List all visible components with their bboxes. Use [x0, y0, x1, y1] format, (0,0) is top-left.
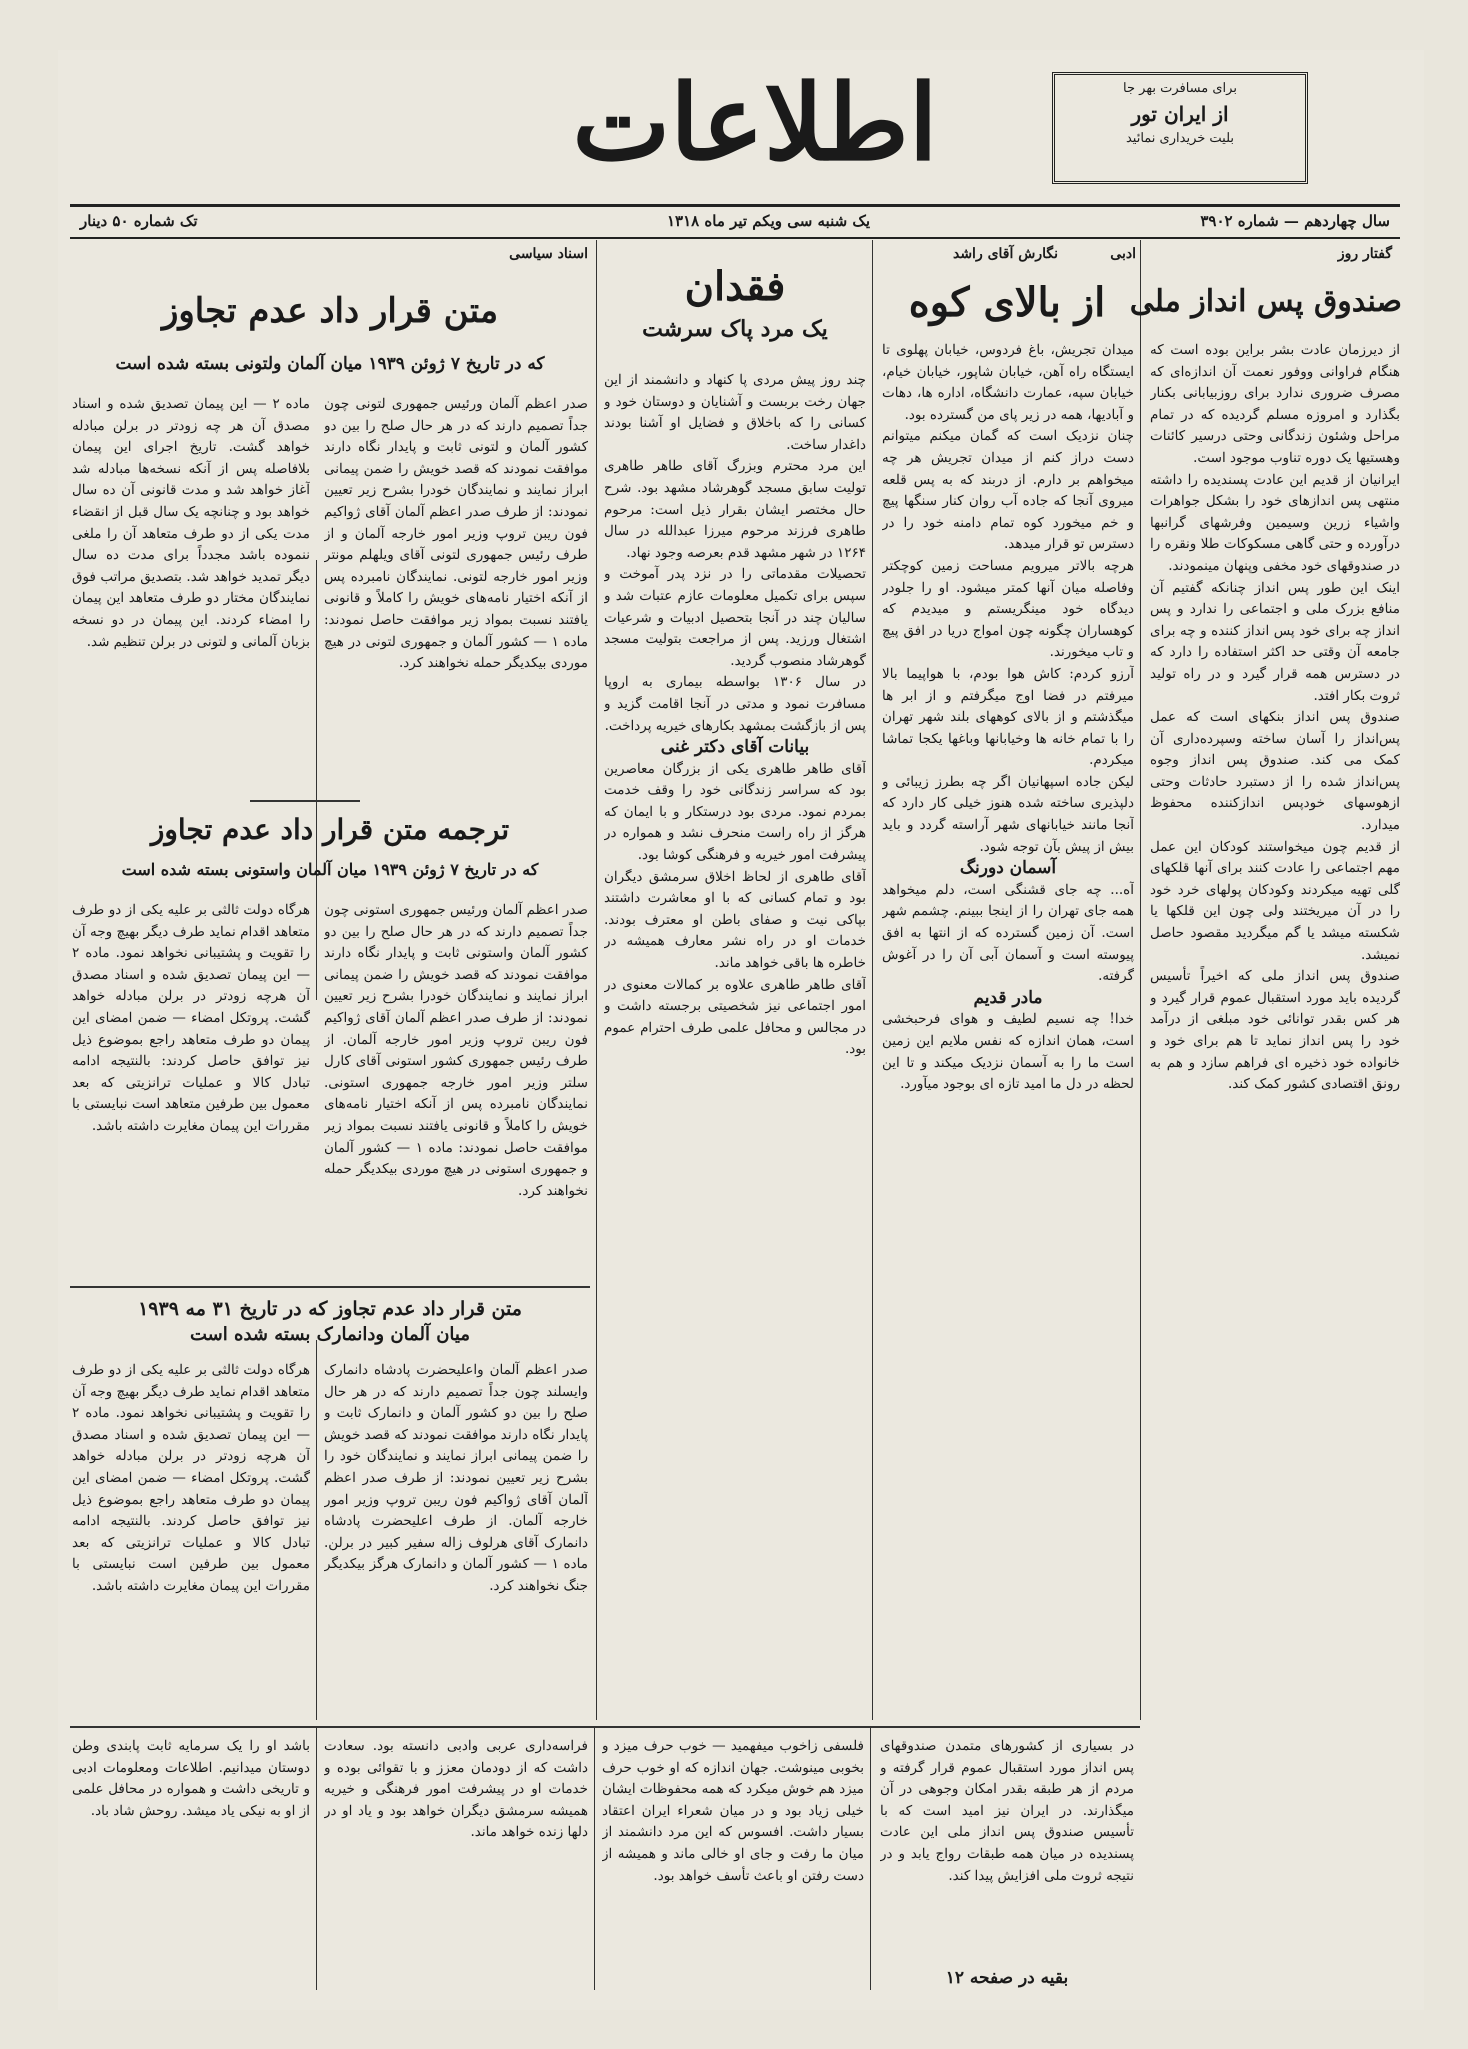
divider: [250, 800, 360, 802]
treaty-text-left: ماده ۲ — این پیمان تصدیق شده و اسناد مصدق آن هر چه زودتر در برلن مبادله خواهد گشت. تاریخ اجرای این پیمان بلافاصله پس از آنکه نسخه‌ها مبادله شد آغاز خواهد شد و مدت قانونی آن ده سال خواهد بود و چنانچه یک سال قبل از انقضاء مدت یکی از دو طرف متعاهد آن را ملغی ننموده باشد مجدداً برای مدت ده سال دیگر تمدید خواهد شد. بتصدیق مراتب فوق نمایندگان مختار دو طرف متعاهد این پیمان را امضاء کردند. این پیمان در دو نسخه بزبان آلمانی و لتونی در برلن تنظیم شد.: [72, 396, 310, 650]
column-rule: [870, 1728, 871, 1990]
treaty-title: متن قرار داد عدم تجاوز: [161, 291, 499, 331]
paragraph: آقای طاهری از لحاظ اخلاق سرمشق دیگران بود و تمام کسانی که با او معاشرت داشتند بپاکی نیت و صفای باطن او معترف بودند. خدمات او در راه نشر معارف همیشه در خاطره ها باقی خواهد ماند.: [604, 868, 866, 972]
treaty-text-right: صدر اعظم آلمان واعلیحضرت پادشاه دانمارک وایسلند چون جداً تصمیم دارند که در هر حال صلح را بین دو کشور آلمان و دانمارک ثابت و پایدار نگاه دارند موافقت نمودند که قصد خویش را ضمن پیمانی ابراز نمایند و نمایندگان خود را بشرح زیر تعیین نمودند: از طرف صدر اعظم آلمان آقای ژواکیم فون ریبن تروپ وزیر امور خارجه آلمان. از طرف اعلیحضرت پادشاه دانمارک آقای هرلوف زاله سفیر کبیر در برلن. ماده ۱ — کشور آلمان و دانمارک هرگز بیکدیگر جنگ نخواهند کرد.: [324, 1362, 588, 1594]
article-body: در بسیاری از کشورهای متمدن صندوقهای پس انداز مورد استقبال عموم قرار گرفته و مردم از هر طبقه بقدر امکان وجوهی در آن میگذارند. در ایران نیز امید است که با تأسیس صندوق پس انداز ملی این عادت پسندیده در میان همه طبقات رواج یابد و در نتیجه ثروت ملی افزایش پیدا کند.: [880, 1738, 1134, 1884]
article-body: فلسفی زاخوب میفهمید — خوب حرف میزد و بخوبی مینوشت. جهان اندازه که او خوب حرف میزد هم خوش میکرد که همه محفوظات ایشان خیلی زیاد بود و در میان شعراء ایران اعتقاد بسیار داشت. افسوس که این مرد دانشمند از میان ما رفت و جای او خالی ماند و همیشه از دست رفتن او باعث تأسف خواهد بود.: [602, 1738, 864, 1884]
divider: [70, 1286, 590, 1288]
subheading: مادر قدیم: [973, 987, 1043, 1008]
column-rule: [596, 240, 597, 1720]
byline: نگارش آقای راشد: [952, 246, 1058, 262]
ad-line-1: برای مسافرت بهر جا: [1123, 81, 1237, 96]
paragraph: صندوق پس انداز بنکهای است که عمل پس‌انداز را آسان ساخته وسپرده‌داری آن کمک می کند. صندوق پس انداز وجوه پس‌انداز شده را از دستبرد حادثات وحتی ازهوسهای خودپس اندازکننده محفوظ میدارد.: [1150, 709, 1400, 834]
article-subtitle: یک مرد پاک سرشت: [642, 316, 828, 342]
bottom-divider: [70, 1726, 1140, 1728]
subheading: آسمان دورنگ: [959, 858, 1057, 879]
article-body: [604, 370, 866, 1710]
ad-line-3: بلیت خریداری نمائید: [1125, 131, 1235, 146]
column-rule: [872, 240, 873, 1720]
article-body: باشد او را یک سرمایه ثابت پابندی وطن دوستان میدانیم. اطلاعات ومعلومات ادبی و تاریخی داشت و همواره در محافل علمی از او به نیکی یاد میشد. روحش شاد باد.: [72, 1738, 310, 1819]
treaty-subtitle: که در تاریخ ۷ ژوئن ۱۹۳۹ میان آلمان واستونی بسته شده است: [121, 860, 539, 879]
paragraph: در سال ۱۳۰۶ بواسطه بیماری به اروپا مسافرت نمود و مدتی در آنجا اقامت گزید و پس از بازگشت بمشهد بکارهای خیریه پرداخت.: [604, 674, 866, 734]
treaty-text-left: هرگاه دولت ثالثی بر علیه یکی از دو طرف متعاهد اقدام نماید طرف دیگر بهیچ وجه آن را تقویت و پشتیبانی نخواهد نمود. ماده ۲ — این پیمان تصدیق شده و اسناد مصدق آن هرچه زودتر در برلن مبادله خواهد گشت. پروتکل امضاء — ضمن امضای این پیمان دو طرف متعاهد راجع بموضوع ذیل نیز توافق حاصل کردند. بالنتیجه ادامه تبادل کالا و عملیات ترانزیتی که بعد معمول بین طرفین است نبایستی با مقررات این پیمان مغایرت داشته باشد.: [72, 1362, 310, 1594]
treaty-subtitle: که در تاریخ ۷ ژوئن ۱۹۳۹ میان آلمان ولتونی بسته شده است: [115, 354, 545, 374]
section-label: اسناد سیاسی: [509, 246, 588, 262]
article-body: [1150, 340, 1400, 1710]
article-title: صندوق پس انداز ملی: [1129, 284, 1402, 319]
paragraph: این مرد محترم وبزرگ آقای طاهر طاهری تولیت سابق مسجد گوهرشاد مشهد بود. شرح حال مختصر ایشان بقرار ذیل است: مرحوم طاهری فرزند مرحوم میرزا عبدالله در سال ۱۲۶۴ در شهر مشهد قدم بعرصه وجود نهاد.: [604, 458, 866, 561]
paragraph: لیکن جاده اسپهانیان اگر چه بطرز زیبائی و دلپذیری ساخته شده هنوز خیلی کار دارد که آنجا مانند خیابانهای شهر آراسته گردد و باید بیش از پیش بآن توجه شود.: [882, 773, 1134, 855]
paragraph: هرچه بالاتر میرویم مساحت زمین کوچکتر وفاصله میان آنها کمتر میشود. او را جلودر دیدگاه خود مینگریستم و میدیدم که کوهساران چگونه چون امواج دریا در افق پیچ و تاب میخورند.: [882, 557, 1134, 661]
issue-price: تک شماره ۵۰ دینار: [80, 212, 198, 230]
paragraph: چنان نزدیک است که گمان میکنم میتوانم دست دراز کنم از میدان تجریش هر چه میخواهم بر دارم. از دربند که به پس قلعه میروی آنجا که جاده آب روان کنار سنگها پیچ و خم میخورد کوه تمام دامنه خود را در دسترس تو قرار میدهد.: [882, 428, 1134, 553]
subheading: بیانات آقای دکتر غنی: [660, 737, 810, 758]
newspaper-title: اطلاعات: [572, 61, 938, 184]
treaty-text-left: هرگاه دولت ثالثی بر علیه یکی از دو طرف متعاهد اقدام نماید طرف دیگر بهیچ وجه آن را تقویت و پشتیبانی نخواهد نمود. ماده ۲ — این پیمان تصدیق شده و اسناد مصدق آن هرچه زودتر در برلن مبادله خواهد گشت. پروتکل امضاء — ضمن امضای این پیمان دو طرف متعاهد راجع بموضوع ذیل نیز توافق حاصل کردند: بالنتیجه ادامه تبادل کالا و عملیات ترانزیتی که بعد معمول بین طرفین متعاهد است نبایستی با مقررات این پیمان مغایرت داشته باشد.: [72, 902, 310, 1134]
treaty-subtitle: میان آلمان ودانمارک بسته شده است: [190, 1324, 470, 1345]
section-label: گفتار روز: [1337, 246, 1392, 262]
paragraph: اینک این طور پس انداز چنانکه گفتیم آن منافع بزرک ملی و اجتماعی را ندارد و پس انداز چه برای خود پس انداز کننده و چه برای جامعه آن وقتی حد اکثر استفاده را دارد که در دسترس همه قرار گیرد و در راه تولید ثروت بکار افتد.: [1150, 579, 1400, 704]
article-title: فقدان: [684, 263, 786, 310]
column-rule: [594, 1728, 595, 1990]
dateline: [70, 204, 1400, 239]
paragraph: از قدیم چون میخواستند کودکان این عمل مهم اجتماعی را عادت کنند برای آنها قلکهای گلی تهیه میکردند وکودکان پولهای خرد خود را در آن میریختند ولی چون این قلکها یا شکسته میشد یا گم میگردید مقصود حاصل نمیشد.: [1150, 838, 1400, 963]
treaty-text-right: صدر اعظم آلمان ورئیس جمهوری لتونی چون جداً تصمیم دارند که در هر حال صلح را بین دو کشور آلمان و لتونی ثابت و پایدار نگاه دارند موافقت نمودند که قصد خویش را ضمن پیمانی ابراز نمایند و نمایندگان خودرا بشرح زیر تعیین نمودند: از طرف صدر اعظم آلمان آقای ژواکیم فون ریبن تروپ وزیر امور خارجه آلمان و از طرف رئیس جمهوری لتونی آقای ویلهلم مونتر وزیر امور خارجه لتونی. نمایندگان نامبرده پس از آنکه اختیار نامه‌های خویش را کاملاً و قانونی یافتند نسبت بمواد زیر موافقت حاصل نمودند: ماده ۱ — کشور آلمان و جمهوری لتونی در هیچ موردی بیکدیگر حمله نخواهند کرد.: [324, 396, 588, 672]
column-rule: [316, 1728, 317, 1990]
section-label: ادبی: [1110, 246, 1136, 262]
continued-note: بقیه در صفحه ۱۲: [945, 1968, 1069, 1988]
paragraph: آرزو کردم: کاش هوا بودم، با هواپیما بالا میرفتم در فضا اوج میگرفتم و از ابر ها میگذشتم و از بالای کوههای بلند شهر تهران را با تمام خانه ها وخیابانها وباغها یکجا تماشا میکردم.: [882, 665, 1134, 769]
column-rule: [316, 560, 317, 1000]
paragraph: از دیرزمان عادت بشر براین بوده است که هنگام فراوانی ووفور نعمت آن اندازه‌ای که مصرف ضروری ندارد برای روزبیابانی بکنار بگذارد و امروزه مسلم گردیده که در تمام مراحل وشئون زندگانی وحتی درسیر کائنات وهستیها یک دوره تناوب موجود است.: [1150, 342, 1400, 466]
treaty-text-right: صدر اعظم آلمان ورئیس جمهوری استونی چون جداً تصمیم دارند که در هر حال صلح را بین دو کشور آلمان واستونی ثابت و پایدار نگاه دارند موافقت نمودند که قصد خویش را ضمن پیمانی ابراز نمایند و نمایندگان خودرا بشرح زیر تعیین نمودند: از طرف صدر اعظم آلمان آقای ژواکیم فون ریبن تروپ وزیر امور خارجه آلمان. از طرف رئیس جمهوری کشور استونی آقای کارل سلتر وزیر امور خارجه جمهوری استونی. نمایندگان نامبرده پس از آنکه اختیار نامه‌های خویش را کاملاً و قانونی یافتند نسبت بمواد زیر موافقت حاصل نمودند: ماده ۱ — کشور آلمان و جمهوری استونی در هیچ موردی بیکدیگر حمله نخواهند کرد.: [324, 902, 588, 1199]
paragraph: خدا! چه نسیم لطیف و هوای فرحبخشی است، همان اندازه که نفس ملایم این زمین است ما را به آسمان نزدیک میکند و تا این لحظه در دل ما امید تازه ای بوجود میآورد.: [882, 1011, 1134, 1093]
column-rule: [1140, 240, 1141, 1720]
treaty-title: ترجمه متن قرار داد عدم تجاوز: [150, 813, 510, 846]
issue-date: یک شنبه سی ویکم تیر ماه ۱۳۱۸: [666, 212, 870, 230]
paragraph: صندوق پس انداز ملی که اخیراً تأسیس گردیده باید مورد استقبال عموم قرار گیرد و هر کس بقدر توانائی خود مبلغی از درآمد خود را پس انداز نماید تا هم برای خود و خانواده خود ذخیره ای فراهم سازد و هم به رونق اقتصادی کشور کمک کند.: [1150, 968, 1400, 1093]
paragraph: چند روز پیش مردی پا کنهاد و دانشمند از این جهان رخت بربست و آشنایان و دوستان خود و کسانی را که باخلاق و فضایل او آشنا بودند داغدار ساخت.: [604, 372, 866, 453]
paragraph: ایرانیان از قدیم این عادت پسندیده را داشته منتهی پس اندازهای خود را بشکل جواهرات واشیاء زرین وسیمین وفرشهای گرانبها درآورده و حتی گاهی مسکوکات طلا ونقره را در صندوقهای خود مخفی وپنهان مینمودند.: [1150, 471, 1400, 574]
paragraph: آقای طاهر طاهری یکی از بزرگان معاصرین بود که سراسر زندگانی خود را وقف خدمت بمردم نمود. مردی بود درستکار و با ایمان که هرگز از راه راست منحرف نشد و همواره در پیشرفت امور خیریه و فرهنگی کوشا بود.: [604, 760, 866, 864]
paragraph: تحصیلات مقدماتی را در نزد پدر آموخت و سپس برای تکمیل معلومات عازم عتبات شد و سالیان چند در آنجا بتحصیل ادبیات و شرعیات اشتغال ورزید. پس از مراجعت بتولیت مسجد گوهرشاد منصوب گردید.: [604, 566, 866, 669]
column-rule: [316, 1340, 317, 1720]
ad-box: [1052, 72, 1308, 184]
paragraph: آقای طاهر طاهری علاوه بر کمالات معنوی در امور اجتماعی نیز شخصیتی برجسته داشت و در مجالس و محافل علمی طرف احترام عموم بود.: [604, 976, 866, 1058]
paragraph: میدان تجریش، باغ فردوس، خیابان پهلوی تا ایستگاه راه آهن، خیابان شاپور، خیابان خیام، خیابان سپه، عمارت دانشگاه، اداره ها، دهات و آبادیها، همه در زیر پای من گسترده بود.: [882, 342, 1134, 423]
treaty-title: متن قرار داد عدم تجاوز که در تاریخ ۳۱ مه ۱۹۳۹: [138, 1298, 522, 1320]
article-body: فراسه‌داری عربی وادبی دانسته بود. سعادت داشت که از دودمان معزز و با تقوائی بوده و خدمات او در پیشرفت امور فرهنگی و خیریه همیشه سرمشق دیگران خواهد بود و یاد او در دلها زنده خواهد ماند.: [324, 1738, 588, 1841]
ad-line-2: از ایران تور: [1131, 102, 1229, 126]
article-title: از بالای کوه: [908, 279, 1106, 326]
article-body: [882, 340, 1134, 1710]
paragraph: آه... چه جای قشنگی است، دلم میخواهد همه جای تهران را از اینجا ببینم. چشمم شهر است. آن زمین گسترده که از انتها به افق پیوسته است و آسمان آبی آن را در آغوش گرفته.: [882, 881, 1134, 985]
volume-number: سال چهاردهم — شماره ۳۹۰۲: [1200, 212, 1390, 230]
